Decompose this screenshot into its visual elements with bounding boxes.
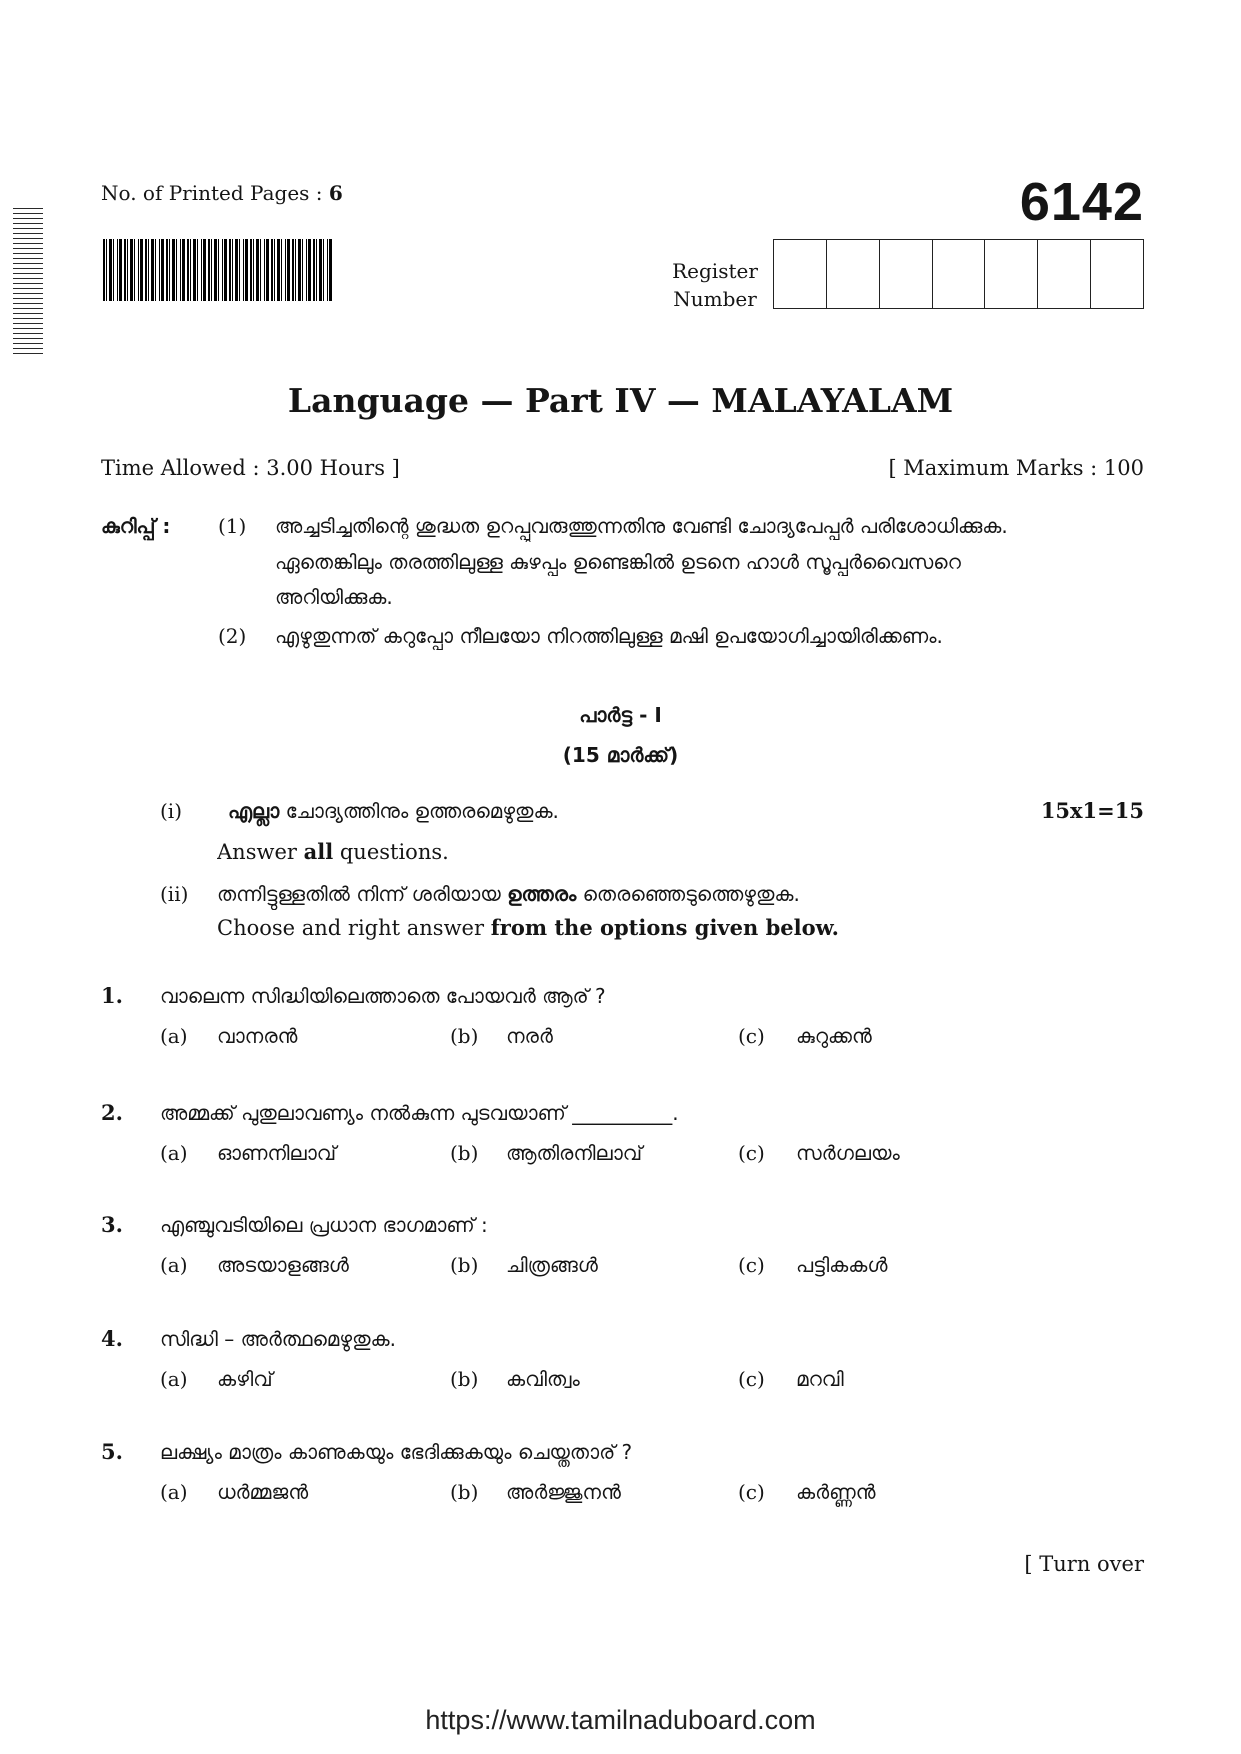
source-url: https://www.tamilnaduboard.com xyxy=(425,1705,816,1735)
register-box xyxy=(933,240,986,308)
note-number: (1) xyxy=(218,514,247,538)
printed-pages-label: No. of Printed Pages : xyxy=(101,181,323,205)
option-text: സർഗലയം xyxy=(796,1141,900,1165)
question-text: എഞ്ചുവടിയിലെ പ്രധാന ഭാഗമാണ് : xyxy=(160,1213,488,1237)
option-text: കഴിവ് xyxy=(217,1367,273,1391)
option-label: (a) xyxy=(160,1024,188,1048)
question xyxy=(0,1436,1241,1516)
option-label: (a) xyxy=(160,1480,188,1504)
register-box xyxy=(1091,240,1143,308)
paper-code: 6142 xyxy=(1019,172,1144,232)
note-line: അറിയിക്കുക. xyxy=(275,585,393,609)
instruction-ml-bold: ഉത്തരം xyxy=(507,882,577,906)
option-label: (a) xyxy=(160,1253,188,1277)
printed-pages xyxy=(101,180,343,206)
option-text: ആതിരനിലാവ് xyxy=(506,1141,643,1165)
option-text: നരർ xyxy=(506,1024,553,1048)
register-box xyxy=(1038,240,1091,308)
instruction-en-suffix: questions. xyxy=(339,840,449,864)
option-label: (c) xyxy=(738,1367,765,1391)
instruction-number: (i) xyxy=(160,799,183,823)
question-number: 4. xyxy=(101,1326,123,1351)
option-text: കുറുക്കൻ xyxy=(796,1024,872,1048)
page-title: Language — Part IV — MALAYALAM xyxy=(287,381,954,420)
register-number-boxes xyxy=(773,239,1144,309)
instruction-ml-bold: എല്ലാ xyxy=(228,799,280,823)
register-box xyxy=(985,240,1038,308)
option-text: ധർമ്മജൻ xyxy=(217,1480,309,1504)
option-label: (c) xyxy=(738,1480,765,1504)
turn-over-note: [ Turn over xyxy=(1024,1552,1144,1576)
option-label: (b) xyxy=(450,1480,479,1504)
part-marks: (15 മാർക്ക്) xyxy=(562,743,679,767)
note-line: ഏതെങ്കിലും തരത്തിലുള്ള കുഴപ്പം ഉണ്ടെങ്കിൽ ഉടനെ ഹാൾ സൂപ്പർവൈസറെ xyxy=(275,550,961,574)
barcode xyxy=(103,239,332,301)
register-box xyxy=(774,240,827,308)
option-label: (c) xyxy=(738,1253,765,1277)
option-text: മറവി xyxy=(796,1367,844,1391)
question-text: ലക്ഷ്യം മാത്രം കാണുകയും ഭേദിക്കുകയും ചെയ്തതാര് ? xyxy=(160,1440,633,1464)
question xyxy=(0,1209,1241,1289)
option-text: കർണ്ണൻ xyxy=(796,1480,876,1504)
time-allowed: Time Allowed : 3.00 Hours ] xyxy=(101,456,400,480)
instruction-ml xyxy=(228,795,988,827)
option-label: (b) xyxy=(450,1253,479,1277)
option-text: കവിത്വം xyxy=(506,1367,580,1391)
option-text: ഓണനിലാവ് xyxy=(217,1141,337,1165)
question-number: 5. xyxy=(101,1439,123,1464)
option-label: (b) xyxy=(450,1141,479,1165)
register-number-label xyxy=(655,257,775,313)
edge-barcode-marks xyxy=(13,208,43,354)
note-line: എഴുതുന്നത് കറുപ്പോ നീലയോ നിറത്തിലുള്ള മഷി ഉപയോഗിച്ചായിരിക്കണം. xyxy=(275,624,943,648)
instruction-ml xyxy=(217,878,977,910)
question-number: 3. xyxy=(101,1212,123,1237)
question-number: 1. xyxy=(101,983,123,1008)
section-marks: 15x1=15 xyxy=(1040,798,1144,823)
question-number: 2. xyxy=(101,1100,123,1125)
option-label: (b) xyxy=(450,1024,479,1048)
question xyxy=(0,1097,1241,1177)
instruction-ml-prefix: തന്നിട്ടുള്ളതിൽ നിന്ന് ശരിയായ xyxy=(217,882,501,906)
option-text: പട്ടികകൾ xyxy=(796,1253,888,1277)
note-label: കുറിപ്പ് : xyxy=(101,514,171,538)
instruction-en-prefix: Answer xyxy=(217,840,297,864)
register-label-line-2: Number xyxy=(673,287,757,311)
instruction-en xyxy=(217,912,977,944)
question-text: അമ്മക്ക് പുതുലാവണ്യം നൽകുന്ന പുടവയാണ് __________. xyxy=(160,1101,679,1125)
question xyxy=(0,980,1241,1060)
register-box xyxy=(880,240,933,308)
instruction-ml-rest: ചോദ്യത്തിനും ഉത്തരമെഴുതുക. xyxy=(285,799,559,823)
option-label: (b) xyxy=(450,1367,479,1391)
option-label: (c) xyxy=(738,1141,765,1165)
instruction-number: (ii) xyxy=(160,882,189,906)
maximum-marks: [ Maximum Marks : 100 xyxy=(888,456,1144,480)
question xyxy=(0,1323,1241,1403)
option-text: വാനരൻ xyxy=(217,1024,298,1048)
instruction-en-prefix: Choose and right answer xyxy=(217,916,485,940)
part-title: പാർട്ട - I xyxy=(579,703,662,727)
register-box xyxy=(827,240,880,308)
question-text: സിദ്ധി – അർത്ഥമെഴുതുക. xyxy=(160,1327,396,1351)
option-label: (c) xyxy=(738,1024,765,1048)
option-label: (a) xyxy=(160,1141,188,1165)
instruction-en-bold: from the options given below. xyxy=(490,915,839,940)
instruction-en xyxy=(217,836,977,868)
question-text: വാലെന്ന സിദ്ധിയിലെത്താതെ പോയവർ ആര് ? xyxy=(160,984,606,1008)
register-label-line-1: Register xyxy=(672,259,758,283)
option-text: അർജ്ജുനൻ xyxy=(506,1480,621,1504)
instruction-en-bold: all xyxy=(303,839,334,864)
option-text: അടയാളങ്ങൾ xyxy=(217,1253,349,1277)
note-line: അച്ചടിച്ചതിന്റെ ശുദ്ധത ഉറപ്പുവരുത്തുന്നതിനു വേണ്ടി ചോദ്യപേപ്പർ പരിശോധിക്കുക. xyxy=(275,514,1008,538)
option-label: (a) xyxy=(160,1367,188,1391)
printed-pages-value: 6 xyxy=(328,181,343,205)
instruction-ml-suffix: തെരഞ്ഞെടുത്തെഴുതുക. xyxy=(582,882,800,906)
note-number: (2) xyxy=(218,624,247,648)
option-text: ചിത്രങ്ങൾ xyxy=(506,1253,598,1277)
